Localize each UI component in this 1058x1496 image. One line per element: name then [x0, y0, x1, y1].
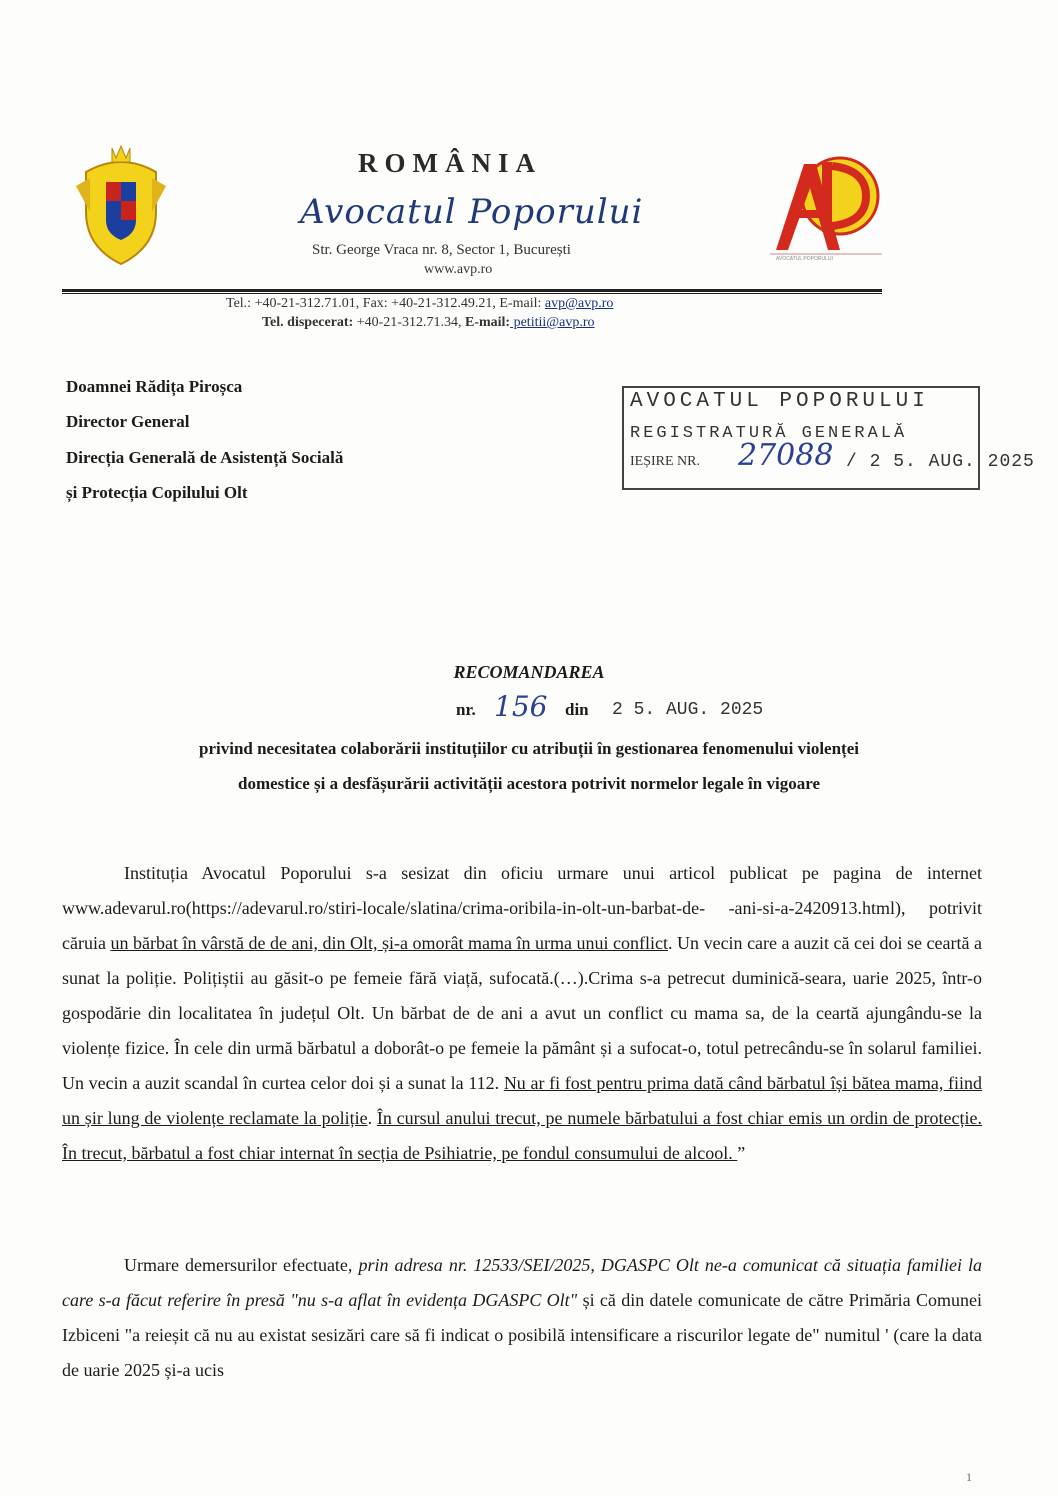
p1-text-a: Instituția Avocatul Poporului s-a sesizat din oficiu urmare unui articol publicat pe pagina de internet www.adevarul.ro(https://adevarul.ro/stiri-locale/slatina/crima-oribila-in-olt-un-barbat-de- -ani-si-a-2420913.html), potrivit căruia: [62, 863, 982, 953]
recommendation-subject-line-1: privind necesitatea colaborării instituțiilor cu atribuții în gestionarea fenomenului violenței: [199, 739, 859, 758]
header-rule-thin: [62, 293, 882, 294]
petitions-email-label: E-mail:: [464, 315, 511, 330]
stamp-date-value: 2 5. AUG. 2025: [869, 452, 1035, 472]
p1-text-c: .: [367, 1108, 377, 1128]
page-number: 1: [966, 1470, 972, 1484]
recommendation-number: 156: [494, 690, 548, 723]
addressee-institution: Direcția Generală de Asistență Socială: [66, 448, 344, 467]
avp-logo-icon: [770, 150, 882, 262]
institution-website: www.avp.ro: [424, 262, 493, 277]
contact-line-2: [262, 315, 595, 331]
recommendation-title: RECOMANDAREA: [453, 662, 605, 682]
institution-address: Str. George Vraca nr. 8, Sector 1, București: [312, 242, 571, 258]
stamp-institution: AVOCATUL POPORULUI: [630, 390, 929, 413]
p1-underlined-1: un bărbat în vârstă de de ani, din Olt, și-a omorât mama în urma unui conflict: [110, 933, 669, 953]
p2-text-b: și că din datele comunicate de către Primăria Comunei Izbiceni "a reieșit că nu au existat sesizări care să fi indicat o posibilă intensificare a riscurilor legate de" numitul ' (care la data de uarie 2025 și-a ucis: [62, 1290, 982, 1380]
recommendation-subject-line-2: domestice și a desfășurării activității acestora potrivit normelor legale în vigoare: [238, 774, 820, 793]
petitions-email-link[interactable]: petitii@avp.ro: [510, 315, 595, 330]
dispatch-tel: +40-21-312.71.34,: [353, 315, 465, 330]
addressee-name: Doamnei Rădița Piroșca: [66, 377, 243, 396]
stamp-date: [846, 452, 1035, 472]
stamp-exit-label: IEȘIRE NR.: [630, 454, 700, 469]
recommendation-nr-label: nr.: [456, 700, 476, 719]
institution-name: Avocatul Poporului: [300, 192, 644, 232]
header-rule: [62, 289, 882, 292]
p2-italic: prin adresa nr. 12533/SEI/2025, DGASPC Olt ne-a comunicat că situația familiei la care s-a făcut referire în presă "nu s-a aflat în evidența DGASPC Olt": [62, 1255, 982, 1310]
addressee-institution-cont: și Protecția Copilului Olt: [66, 483, 248, 502]
stamp-exit-number: 27088: [738, 438, 834, 473]
p1-text-d: ”: [737, 1143, 746, 1163]
dispatch-tel-label: Tel. dispecerat:: [262, 315, 354, 330]
recommendation-din-label: din: [565, 700, 589, 719]
p1-underlined-3: În cursul anului trecut, pe numele bărbatului a fost chiar emis un ordin de protecție. În trecut, bărbatul a fost chiar internat în secția de Psihiatrie, pe fondul consumului de alcool.: [62, 1108, 982, 1163]
p1-underlined-2: Nu ar fi fost pentru prima dată când bărbatul își bătea mama, fiind un șir lung de violențe reclamate la poliție: [62, 1073, 982, 1128]
p2-text-a: Urmare demersurilor efectuate,: [124, 1255, 359, 1275]
recommendation-date: 2 5. AUG. 2025: [612, 700, 764, 720]
contact-line-1: [226, 296, 613, 312]
coat-of-arms-icon: [72, 142, 170, 266]
addressee-role: Director General: [66, 412, 190, 431]
body-paragraph-2: [62, 1248, 982, 1388]
body-paragraph-1: [62, 856, 982, 1171]
stamp-registry: REGISTRATURĂ GENERALĂ: [630, 424, 908, 443]
contact-email-link[interactable]: avp@avp.ro: [544, 296, 614, 311]
logo-caption: AVOCATUL POPORULUI: [776, 256, 833, 262]
contact-phone-fax: Tel.: +40-21-312.71.01, Fax: +40-21-312.49.21, E-mail:: [226, 296, 545, 311]
p1-text-b: . Un vecin care a auzit că cei doi se ceartă a sunat la poliție. Polițiștii au găsit-o pe femeie fără viață, sufocată.(…).Crima s-a petrecut duminică-seara, uarie 2025, într-o gospodărie din localitatea în județul Olt. Un bărbat de de ani a avut un conflict cu mama sa, de la ceartă ajungându-se la violențe fizice. În cele din urmă bărbatul a doborât-o pe femeie la pământ și a sufocat-o, totul petrecându-se în solarul familiei. Un vecin a auzit scandal în curtea celor doi și a sunat la 112.: [62, 933, 983, 1093]
country-heading: ROMÂNIA: [358, 148, 542, 178]
stamp-slash: /: [846, 452, 858, 472]
